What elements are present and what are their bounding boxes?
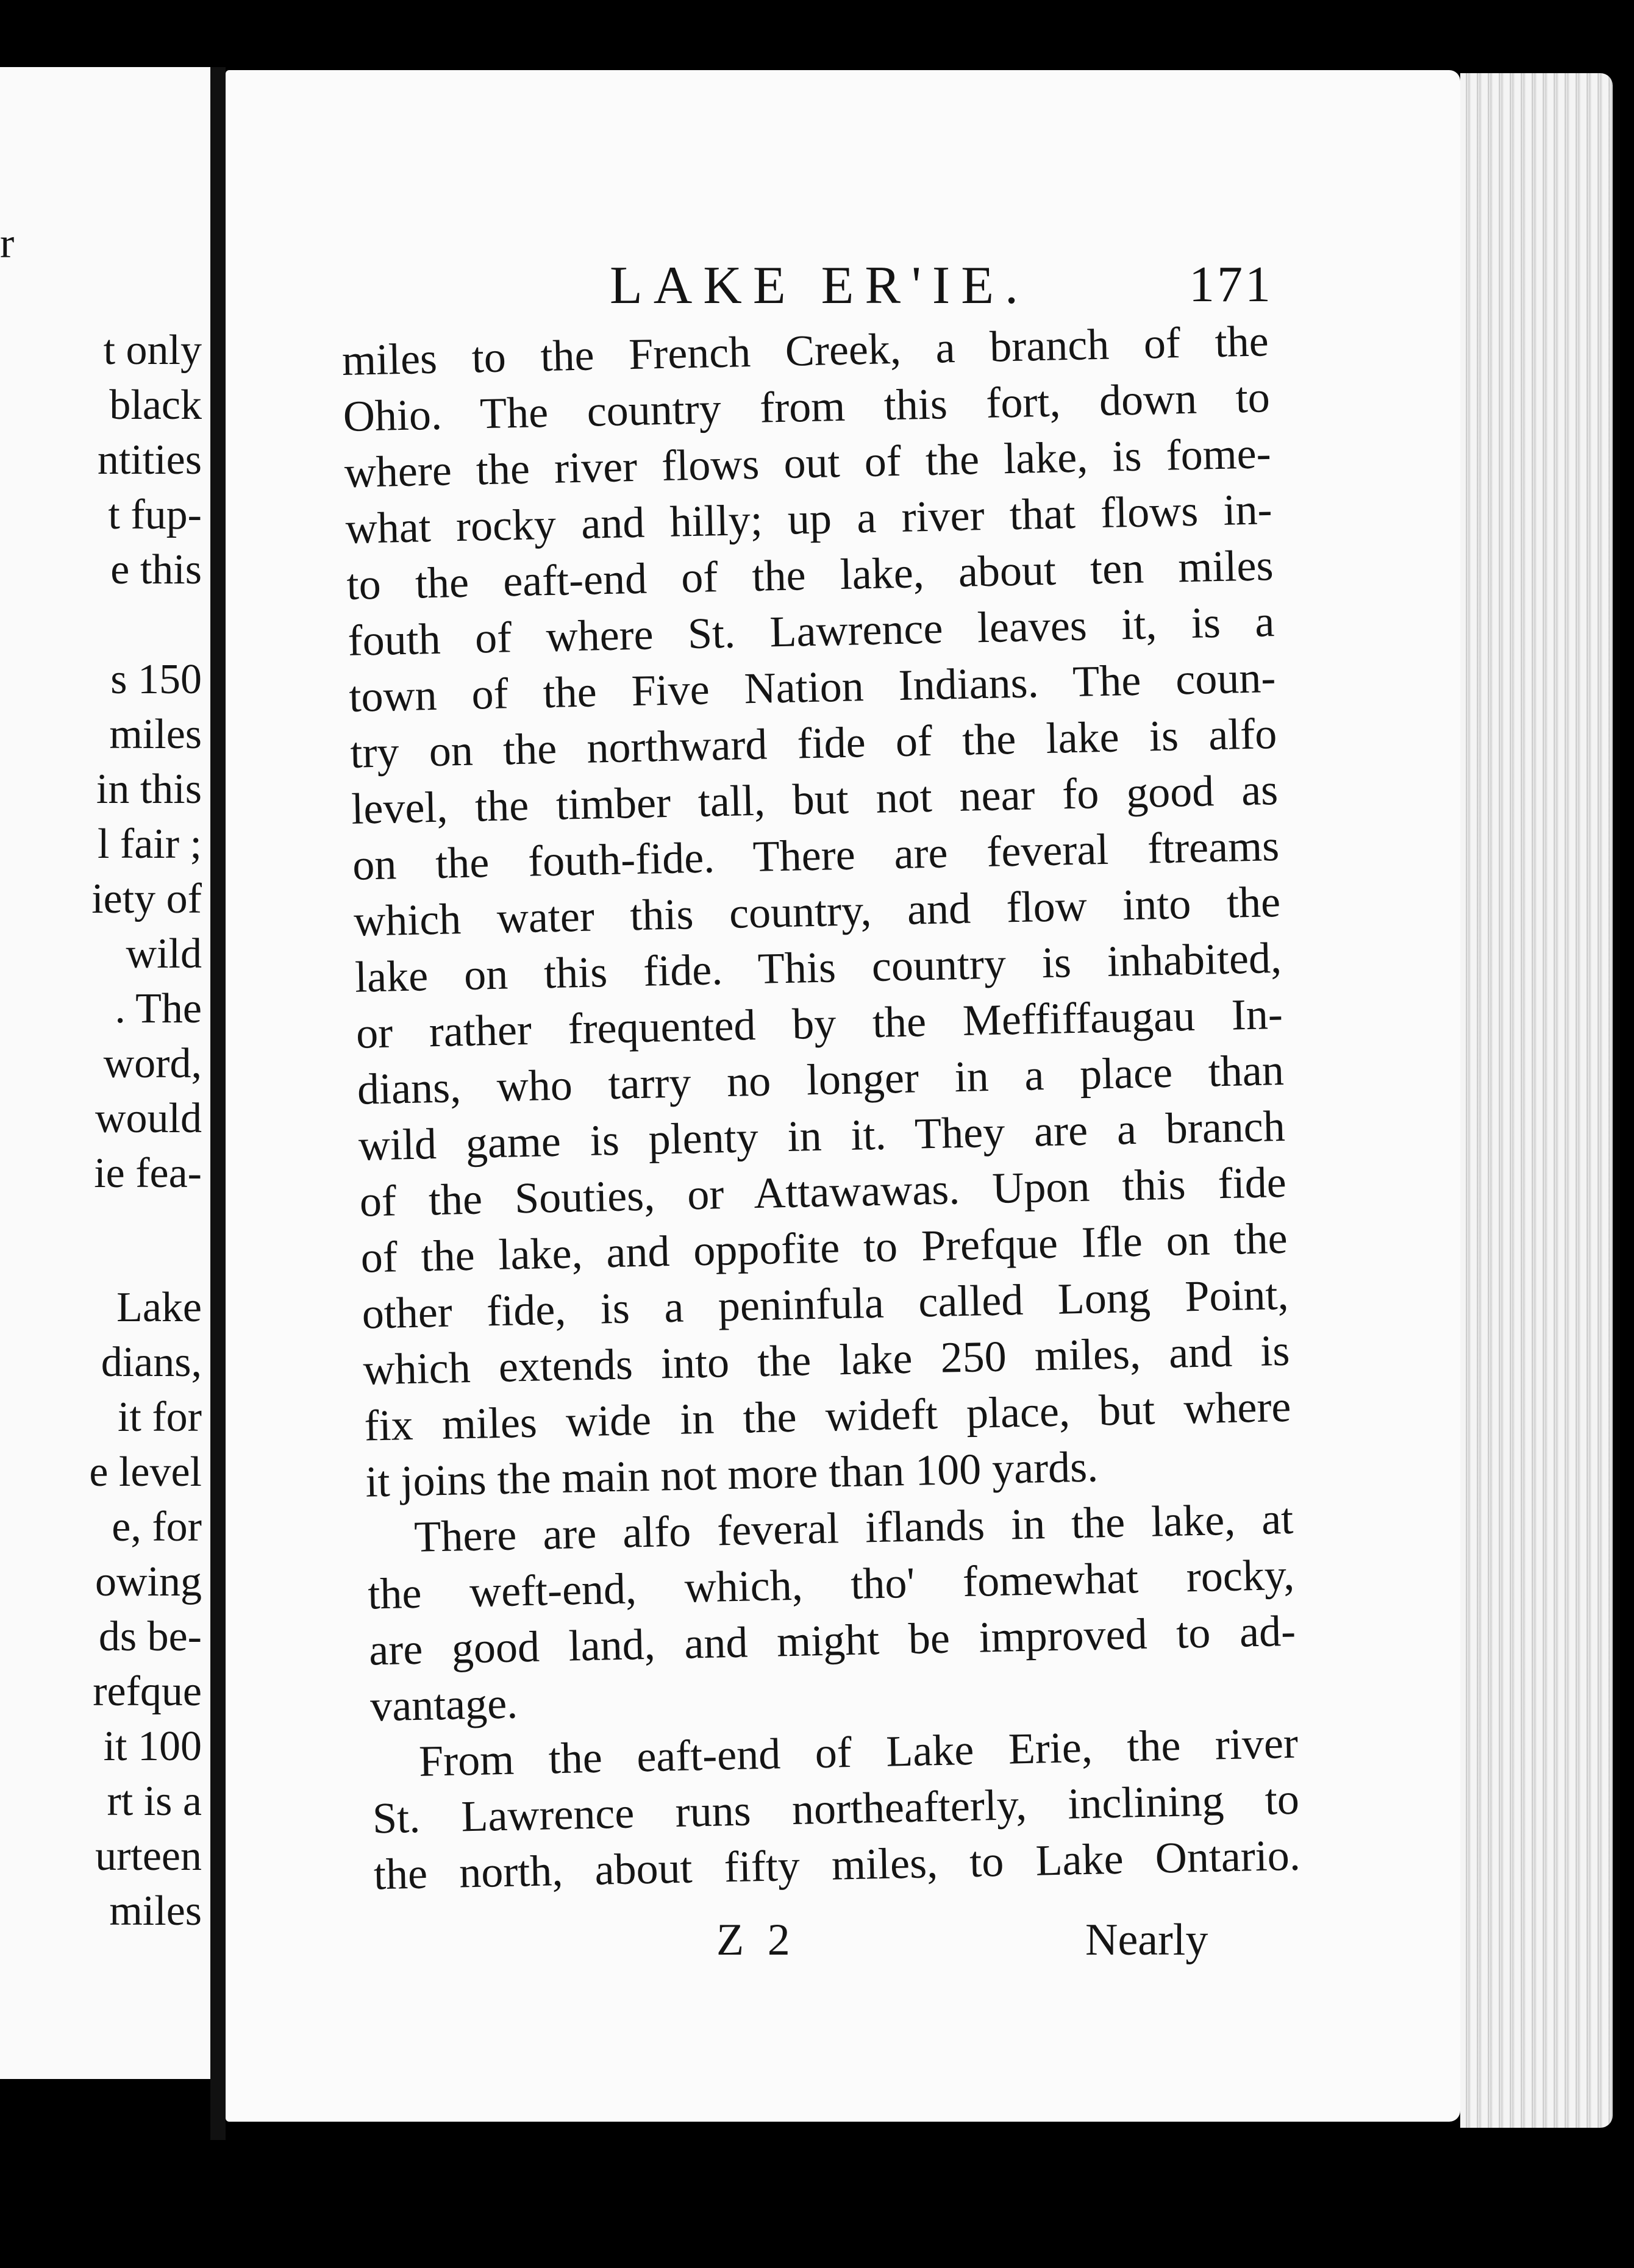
left-page-line: e, for (112, 1503, 202, 1550)
page-edges (1460, 73, 1613, 2128)
text-line: on the fouth-fide. There are feveral ftreams (352, 821, 1280, 890)
left-page-line: rt is a (107, 1778, 202, 1825)
text-line: level, the timber tall, but not near fo good as (351, 765, 1279, 833)
left-page-line: t only (103, 327, 202, 374)
text-line: dians, who tarry no longer in a place than (357, 1045, 1285, 1114)
text-line: fouth of where St. Lawrence leaves it, is a (347, 597, 1275, 665)
left-page-line: e this (110, 546, 202, 593)
body-text (341, 313, 1301, 1902)
text-line: lake on this fide. This country is inhabited, (354, 933, 1282, 1002)
left-page-line: word, (103, 1040, 202, 1087)
page-number: 171 (1189, 256, 1273, 313)
text-line: town of the Five Nation Indians. The coun- (348, 653, 1277, 721)
text-line: wild game is plenty in it. They are a branch (358, 1101, 1286, 1170)
book-gutter (210, 67, 226, 2140)
left-page-line: l fair ; (97, 821, 202, 868)
text-line: St. Lawrence runs northeafterly, inclining to (372, 1774, 1300, 1843)
left-page-line: urteen (95, 1833, 202, 1880)
left-page-line: owing (95, 1558, 202, 1605)
left-page-line: black (109, 382, 202, 429)
text-line: Ohio. The country from this fort, down to (343, 373, 1271, 441)
left-page-line: iety of (91, 875, 202, 922)
text-line: are good land, and might be improved to ad- (368, 1606, 1296, 1675)
text-line: to the eaft-end of the lake, about ten miles (346, 541, 1274, 609)
left-page-line: ntities (97, 437, 202, 483)
text-line: vantage. (369, 1678, 518, 1731)
left-page-line: wild (126, 930, 202, 977)
text-line: miles to the French Creek, a branch of the (341, 316, 1269, 385)
text-line: of the Souties, or Attawawas. Upon this fide (359, 1157, 1287, 1226)
text-line: the north, about fifty miles, to Lake Ontario. (373, 1830, 1301, 1899)
left-page-line: t fup- (108, 491, 202, 538)
left-page-line: refque (93, 1668, 202, 1715)
left-page-line: s 150 (110, 656, 202, 703)
running-head: LAKE ER'IE. (610, 256, 1029, 315)
signature-mark: Z 2 (716, 1915, 796, 1965)
left-page-line: e level (89, 1449, 202, 1496)
text-line: where the river flows out of the lake, is fome- (343, 429, 1272, 497)
left-page-line: dians, (101, 1339, 202, 1386)
left-page-line: ie fea- (94, 1150, 202, 1197)
left-page-line: it 100 (103, 1723, 202, 1770)
catchword: Nearly (1085, 1915, 1208, 1965)
text-line: which extends into the lake 250 miles, and is (362, 1325, 1291, 1394)
left-page-fragment: r (0, 220, 15, 267)
left-page-line: in this (96, 766, 202, 813)
left-page-line: miles (109, 1888, 202, 1935)
left-page-line: ds be- (98, 1613, 202, 1660)
text-line: the weft-end, which, tho' fomewhat rocky, (367, 1550, 1295, 1619)
text-line: which water this country, and flow into the (353, 877, 1281, 946)
text-line: of the lake, and oppofite to Prefque Ifle on the (360, 1213, 1288, 1282)
text-line: From the eaft-end of Lake Erie, the river (418, 1718, 1299, 1786)
left-page-line: Lake (116, 1284, 202, 1331)
left-facing-page (0, 67, 210, 2079)
left-page-line: would (95, 1095, 202, 1142)
text-line: it joins the main not more than 100 yards. (365, 1442, 1099, 1507)
left-page-line: it for (117, 1394, 202, 1441)
text-line: other fide, is a peninfula called Long Point, (361, 1269, 1290, 1338)
text-line: There are alfo feveral iflands in the lake, at (413, 1494, 1294, 1561)
text-line: fix miles wide in the wideft place, but where (363, 1382, 1292, 1450)
left-page-line: . The (115, 985, 202, 1032)
text-line: or rather frequented by the Meffiffaugau In- (355, 989, 1283, 1058)
text-line: try on the northward fide of the lake is alfo (349, 709, 1277, 777)
left-page-line: miles (109, 711, 202, 758)
text-line: what rocky and hilly; up a river that flows in- (344, 485, 1273, 553)
